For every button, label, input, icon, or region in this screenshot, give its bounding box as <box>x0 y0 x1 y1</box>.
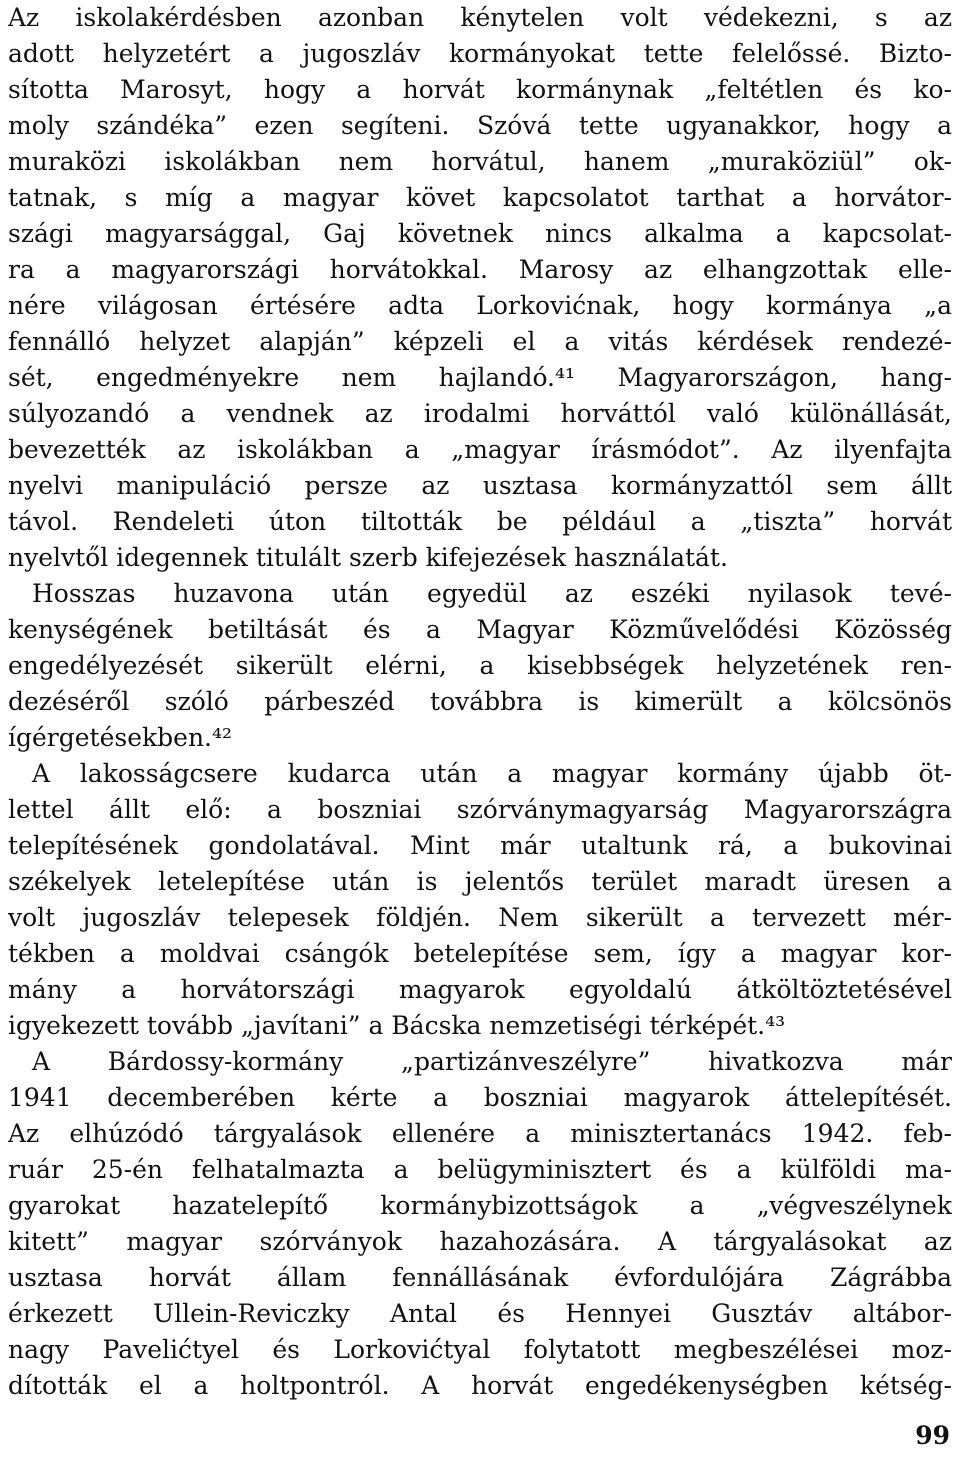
text-line: ígérgetésekben.⁴² <box>8 723 233 752</box>
text-line: Hosszas huzavona után egyedül az eszéki nyilasok tevé- <box>32 579 952 608</box>
text-line: mány a horvátországi magyarok egyoldalú átköltöztetésével <box>8 975 952 1004</box>
text-line: nyelvtől idegennek titulált szerb kifejezések használatát. <box>8 543 728 572</box>
text-line: szági magyarsággal, Gaj követnek nincs alkalma a kapcsolat- <box>8 219 952 248</box>
text-line: Az iskolakérdésben azonban kénytelen volt védekezni, s az <box>8 3 952 32</box>
text-line: lettel állt elő: a boszniai szórványmagyarság Magyarországra <box>8 795 952 824</box>
text-line: 1941 decemberében kérte a boszniai magyarok áttelepítését. <box>8 1083 952 1112</box>
text-line: muraközi iskolákban nem horvátul, hanem „muraköziül” ok- <box>8 147 952 176</box>
text-line: fennálló helyzet alapján” képzeli el a vitás kérdések rendezé- <box>8 327 952 356</box>
page-number: 99 <box>915 1421 950 1450</box>
text-line: sét, engedményekre nem hajlandó.⁴¹ Magyarországon, hang- <box>8 363 952 392</box>
text-line: telepítésének gondolatával. Mint már utaltunk rá, a bukovinai <box>8 831 952 860</box>
text-line: székelyek letelepítése után is jelentős terület maradt üresen a <box>8 867 952 896</box>
text-line: tatnak, s míg a magyar követ kapcsolatot tarthat a horvátor- <box>8 183 952 212</box>
text-line: bevezették az iskolákban a „magyar írásmódot”. Az ilyenfajta <box>8 435 952 464</box>
text-line: adott helyzetért a jugoszláv kormányokat tette felelőssé. Bizto- <box>8 39 952 68</box>
text-line: usztasa horvát állam fennállásának évfordulójára Zágrábba <box>8 1263 952 1292</box>
text-line: A Bárdossy-kormány „partizánveszélyre” hivatkozva már <box>32 1047 952 1076</box>
text-line: súlyozandó a vendnek az irodalmi horváttól való különállását, <box>8 399 952 428</box>
text-line: kenységének betiltását és a Magyar Közművelődési Közösség <box>8 615 952 644</box>
text-line: sította Marosyt, hogy a horvát kormánynak „feltétlen és ko- <box>8 75 952 104</box>
text-line: engedélyezését sikerült elérni, a kisebbségek helyzetének ren- <box>8 651 952 680</box>
text-line: nagy Pavelićtyel és Lorkovićtyal folytatott megbeszélései moz- <box>8 1335 952 1364</box>
text-line: nyelvi manipuláció persze az usztasa kormányzattól sem állt <box>8 471 952 500</box>
text-line: dították el a holtpontról. A horvát engedékenységben kétség- <box>8 1371 952 1400</box>
text-line: távol. Rendeleti úton tiltották be például a „tiszta” horvát <box>8 507 952 536</box>
text-line: gyarokat hazatelepítő kormánybizottságok a „végveszélynek <box>8 1191 952 1220</box>
text-line: ruár 25-én felhatalmazta a belügyminisztert és a külföldi ma- <box>8 1155 952 1184</box>
text-line: dezéséről szóló párbeszéd továbbra is kimerült a kölcsönös <box>8 687 952 716</box>
text-line: Az elhúzódó tárgyalások ellenére a minisztertanács 1942. feb- <box>8 1119 952 1148</box>
text-line: kitett” magyar szórványok hazahozására. A tárgyalásokat az <box>8 1227 952 1256</box>
text-line: ra a magyarországi horvátokkal. Marosy az elhangzottak elle- <box>8 255 952 284</box>
text-line: volt jugoszláv telepesek földjén. Nem sikerült a tervezett mér- <box>8 903 952 932</box>
text-line: igyekezett tovább „javítani” a Bácska nemzetiségi térképét.⁴³ <box>8 1011 786 1040</box>
text-line: moly szándéka” ezen segíteni. Szóvá tette ugyanakkor, hogy a <box>8 111 952 140</box>
text-line: nére világosan értésére adta Lorkovićnak, hogy kormánya „a <box>8 291 952 320</box>
text-line: A lakosságcsere kudarca után a magyar kormány újabb öt- <box>32 759 952 788</box>
text-line: tékben a moldvai csángók betelepítése sem, így a magyar kor- <box>8 939 952 968</box>
text-line: érkezett Ullein-Reviczky Antal és Hennyei Gusztáv altábor- <box>8 1299 952 1328</box>
